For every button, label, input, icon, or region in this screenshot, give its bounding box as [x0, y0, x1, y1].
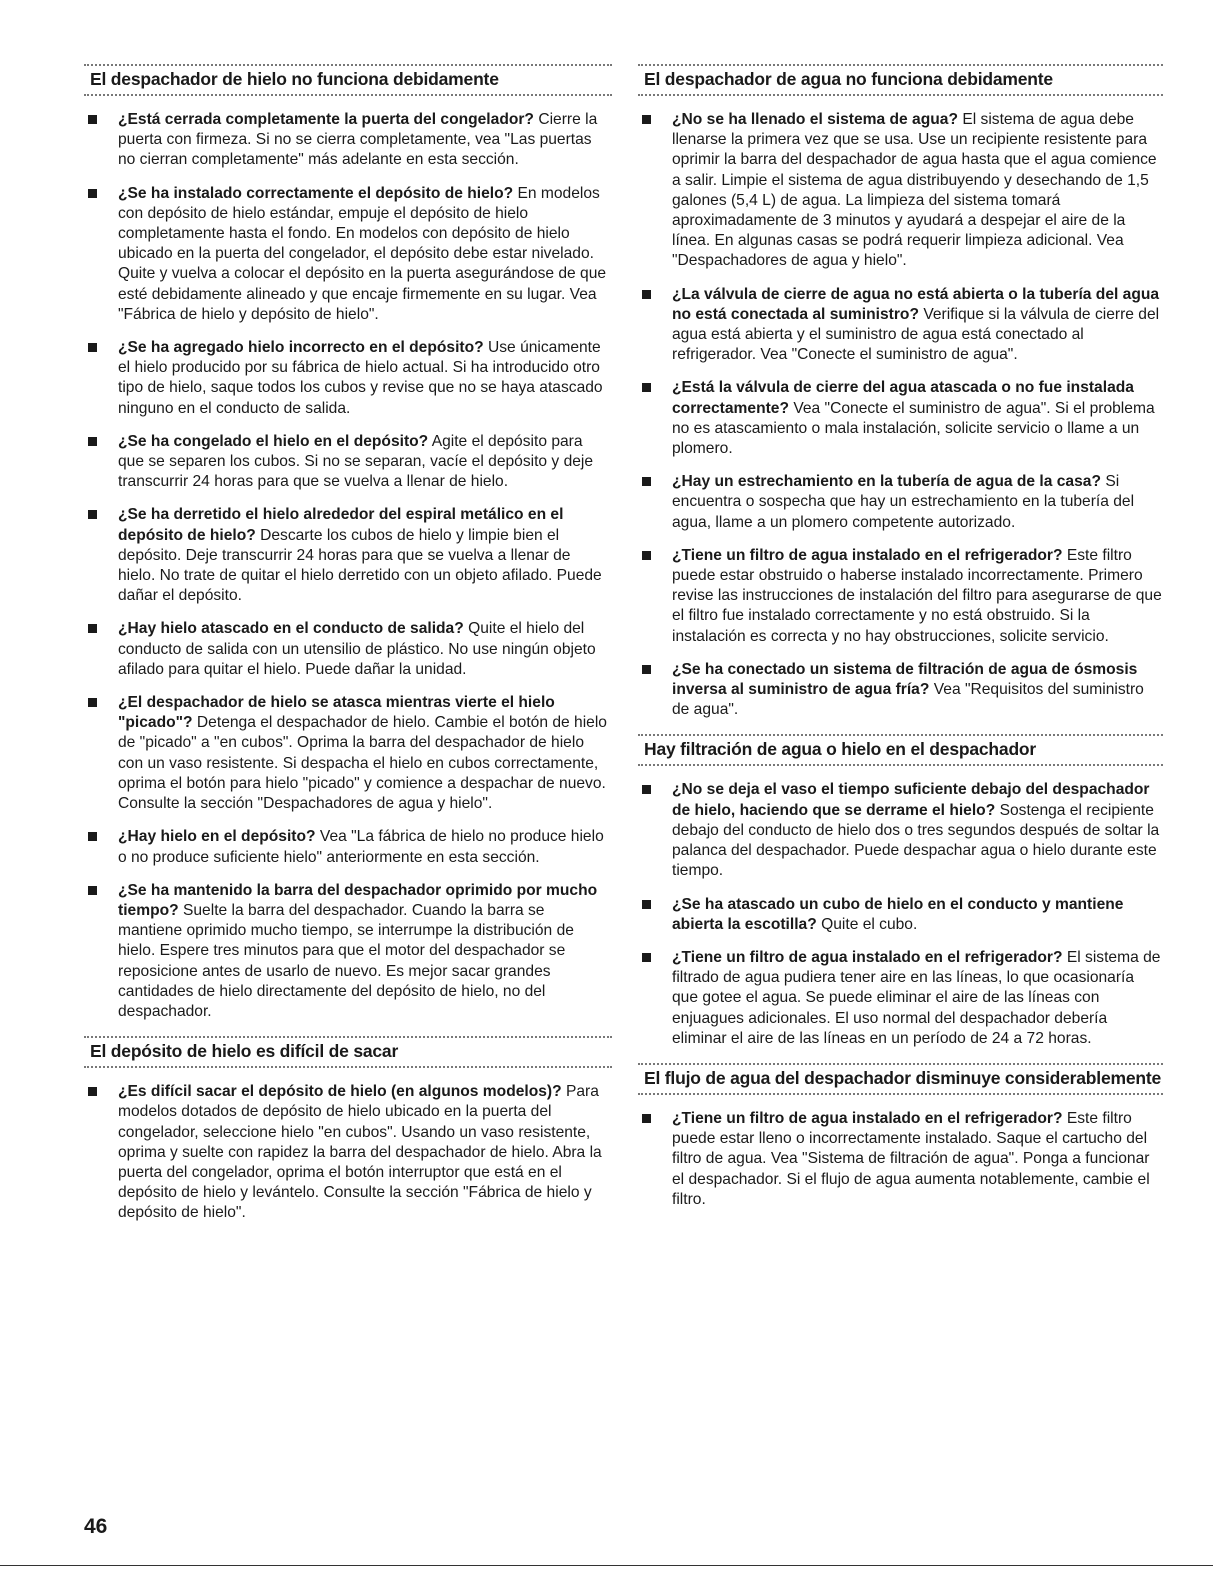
- question: ¿Se ha derretido el hielo alrededor del espiral metálico en el depósito de hielo?: [118, 506, 564, 544]
- question: ¿Se ha mantenido la barra del despachador oprimido por mucho tiempo?: [118, 881, 598, 919]
- answer: En modelos con depósito de hielo estándar, empuje el depósito de hielo completamente hasta el fondo. En modelos con depósito de hielo ubicado en la puerta del congelador, el depósito debe estar nivelado. Quite y vuelva a colocar el depósito en la puerta asegurándose de que esté debidamente alineado y que encaje firmemente en su lugar. Vea "Fábrica de hielo y depósito de hielo".: [118, 184, 607, 323]
- question: ¿El despachador de hielo se atasca mientras vierte el hielo "picado"?: [118, 694, 555, 732]
- bullet-icon: [88, 189, 97, 198]
- troubleshoot-item: [638, 660, 1163, 721]
- section-header: [638, 734, 1163, 766]
- answer: Suelte la barra del despachador. Cuando la barra se mantiene oprimido mucho tiempo, se interrumpe la distribución de hielo. Espere tres minutos para que el motor del despachador se reposicione antes de usarlo de nuevo. Es mejor sacar grandes cantidades de hielo directamente del depósito de hielo, no del despachador.: [118, 901, 574, 1020]
- troubleshoot-item: [84, 338, 612, 419]
- answer: Vea "Conecte el suministro de agua". Si el problema no es atascamiento o mala instalación, solicite servicio o llame a un plomero.: [672, 399, 1155, 458]
- section-title: El despachador de hielo no funciona debidamente: [90, 69, 499, 89]
- bullet-icon: [88, 115, 97, 124]
- question: ¿Hay un estrechamiento en la tubería de agua de la casa?: [672, 473, 1101, 491]
- bullet-icon: [88, 832, 97, 841]
- section-header: [638, 1063, 1163, 1095]
- question: ¿Se ha agregado hielo incorrecto en el depósito?: [118, 339, 484, 357]
- bullet-icon: [642, 477, 651, 486]
- troubleshoot-item: [84, 693, 612, 814]
- troubleshoot-item: [84, 184, 612, 325]
- troubleshoot-item: [638, 472, 1163, 533]
- troubleshoot-item: [638, 546, 1163, 647]
- answer: El sistema de filtrado de agua pudiera tener aire en las líneas, lo que ocasionaría que gotee el agua. Se puede eliminar el aire de las líneas con enjuagues adicionales. El uso normal del despachador debería eliminar el aire de las líneas en un período de 24 a 72 horas.: [672, 948, 1161, 1047]
- section-ice-bin: [84, 1036, 612, 1223]
- answer: Este filtro puede estar obstruido o haberse instalado incorrectamente. Primero revise las instrucciones de instalación del filtro para asegurarse de que el filtro fue instalado correctamente y no está obstruido. Si la instalación es correcta y no hay obstrucciones, solicite servicio.: [672, 546, 1162, 645]
- answer: Si encuentra o sospecha que hay un estrechamiento en la tubería del agua, llame a un plomero competente autorizado.: [672, 473, 1135, 531]
- bullet-icon: [642, 953, 651, 962]
- answer: Vea "Requisitos del suministro de agua".: [672, 681, 1144, 719]
- question: ¿Se ha instalado correctamente el depósito de hielo?: [118, 184, 514, 202]
- question: ¿Tiene un filtro de agua instalado en el refrigerador?: [672, 546, 1063, 564]
- bullet-icon: [88, 698, 97, 707]
- question: ¿Está cerrada completamente la puerta del congelador?: [118, 111, 534, 128]
- bullet-icon: [642, 665, 651, 674]
- question: ¿La válvula de cierre de agua no está abierta o la tubería del agua no está conectada al suministro?: [672, 285, 1160, 323]
- right-column: [638, 64, 1163, 1224]
- troubleshoot-item: [84, 881, 612, 1022]
- question: ¿Hay hielo en el depósito?: [118, 828, 316, 846]
- troubleshoot-item: [638, 1109, 1163, 1210]
- bullet-icon: [88, 886, 97, 895]
- section-title: El flujo de agua del despachador disminuye considerablemente: [644, 1067, 1162, 1088]
- bullet-icon: [642, 785, 651, 794]
- question: ¿Hay hielo atascado en el conducto de salida?: [118, 620, 464, 638]
- question: ¿Se ha atascado un cubo de hielo en el conducto y mantiene abierta la escotilla?: [672, 895, 1124, 933]
- bullet-icon: [642, 290, 651, 299]
- answer: Para modelos dotados de depósito de hielo ubicado en la puerta del congelador, seleccione hielo "en cubos". Usando un vaso resistente, oprima y suelte con rapidez la barra del despachador de hielo. Abra la puerta del congelador, oprima el botón interruptor que está en el depósito de hielo y levántelo. Consulte la sección "Fábrica de hielo y depósito de hielo".: [118, 1083, 602, 1222]
- section-water-flow: [638, 1063, 1163, 1210]
- page-bottom-rule: [0, 1565, 1213, 1566]
- section-header: [638, 64, 1163, 96]
- question: ¿Está la válvula de cierre del agua atascada o no fue instalada correctamente?: [672, 379, 1134, 417]
- answer: Quite el hielo del conducto de salida con un utensilio de plástico. No use ningún objeto afilado para quitar el hielo. Puede dañar la unidad.: [118, 620, 596, 678]
- section-header: [84, 64, 612, 96]
- bullet-icon: [642, 383, 651, 392]
- section-title: Hay filtración de agua o hielo en el despachador: [644, 739, 1037, 760]
- bullet-icon: [642, 900, 651, 909]
- bullet-icon: [88, 343, 97, 352]
- page-number: 46: [84, 1515, 108, 1538]
- answer: El sistema de agua debe llenarse la primera vez que se usa. Use un recipiente resistente para oprimir la barra del despachador de agua hasta que el agua comience a salir. Limpie el sistema de agua distribuyendo y desechando de 1,5 galones (5,4 L) de agua. La limpieza del sistema tomará aproximadamente de 3 minutos y ayudará a despejar el aire de la línea. En algunas casas se podrá requerir limpieza adicional. Vea "Despachadores de agua y hielo".: [672, 111, 1157, 270]
- troubleshoot-item: [638, 110, 1163, 272]
- left-column: [84, 64, 612, 1238]
- question: ¿Tiene un filtro de agua instalado en el refrigerador?: [672, 1109, 1063, 1127]
- question: ¿Tiene un filtro de agua instalado en el refrigerador?: [672, 948, 1063, 966]
- troubleshoot-item: [638, 378, 1163, 459]
- troubleshoot-item: [84, 432, 612, 493]
- bullet-icon: [642, 551, 651, 560]
- troubleshoot-item: [84, 619, 612, 680]
- question: ¿No se deja el vaso el tiempo suficiente debajo del despachador de hielo, haciendo que se derrame el hielo?: [672, 781, 1150, 819]
- troubleshoot-item: [84, 1082, 612, 1223]
- section-dispenser-leak: [638, 734, 1163, 1048]
- question: ¿Se ha conectado un sistema de filtración de agua de ósmosis inversa al suministro de agua fría?: [672, 660, 1138, 699]
- troubleshoot-item: [638, 780, 1163, 881]
- answer: Este filtro puede estar lleno o incorrectamente instalado. Saque el cartucho del filtro de agua. Vea "Sistema de filtración de agua". Ponga a funcionar el despachador. Si el flujo de agua aumenta notablemente, cambie el filtro.: [672, 1109, 1150, 1208]
- answer: Vea "La fábrica de hielo no produce hielo o no produce suficiente hielo" anteriormente en esta sección.: [118, 828, 604, 866]
- troubleshoot-item: [84, 505, 612, 606]
- troubleshoot-item: [84, 827, 612, 867]
- section-title: El despachador de agua no funciona debidamente: [644, 69, 1053, 89]
- question: ¿No se ha llenado el sistema de agua?: [672, 111, 958, 128]
- troubleshoot-item: [638, 948, 1163, 1049]
- bullet-icon: [642, 115, 651, 124]
- bullet-icon: [88, 510, 97, 519]
- troubleshoot-item: [84, 110, 612, 171]
- troubleshoot-item: [638, 285, 1163, 366]
- answer: Detenga el despachador de hielo. Cambie el botón de hielo de "picado" a "en cubos". Oprima la barra del despachador de hielo con un vaso resistente. Si despacha el hielo en cubos correctamente, oprima el botón para hielo "picado" y comience a despachar de nuevo. Consulte la sección "Despachadores de agua y hielo".: [118, 714, 607, 813]
- answer: Sostenga el recipiente debajo del conducto de hielo dos o tres segundos después de soltar la palanca del despachador. Puede despachar agua o hielo durante este tiempo.: [672, 801, 1160, 880]
- troubleshoot-item: [638, 895, 1163, 935]
- section-title: El depósito de hielo es difícil de sacar: [90, 1041, 399, 1062]
- question: ¿Se ha congelado el hielo en el depósito?: [118, 432, 429, 450]
- bullet-icon: [88, 624, 97, 633]
- answer: Agite el depósito para que se separen los cubos. Si no se separan, vacíe el depósito y deje transcurrir 24 horas para que se vuelva a llenar de hielo.: [118, 432, 594, 491]
- bullet-icon: [642, 1114, 651, 1123]
- answer: Descarte los cubos de hielo y limpie bien el depósito. Deje transcurrir 24 horas para que se vuelva a llenar de hielo. No trate de quitar el hielo derretido con un objeto afilado. Puede dañar el depósito.: [118, 526, 602, 605]
- answer: Quite el cubo.: [821, 915, 918, 933]
- bullet-icon: [88, 1087, 97, 1096]
- answer: Cierre la puerta con firmeza. Si no se cierra completamente, vea "Las puertas no cierran completamente" más adelante en esta sección.: [118, 111, 598, 169]
- question: ¿Es difícil sacar el depósito de hielo (en algunos modelos)?: [118, 1083, 562, 1101]
- section-water-dispenser: [638, 64, 1163, 720]
- bullet-icon: [88, 437, 97, 446]
- answer: Use únicamente el hielo producido por su fábrica de hielo actual. Si ha introducido otro tipo de hielo, saque todos los cubos y revise que no se haya atascado ninguno en el conducto de salida.: [118, 339, 603, 417]
- answer: Verifique si la válvula de cierre del agua está abierta y el suministro de agua está conectado al refrigerador. Vea "Conecte el suministro de agua".: [672, 305, 1160, 364]
- section-header: [84, 1036, 612, 1068]
- section-ice-dispenser: [84, 64, 612, 1022]
